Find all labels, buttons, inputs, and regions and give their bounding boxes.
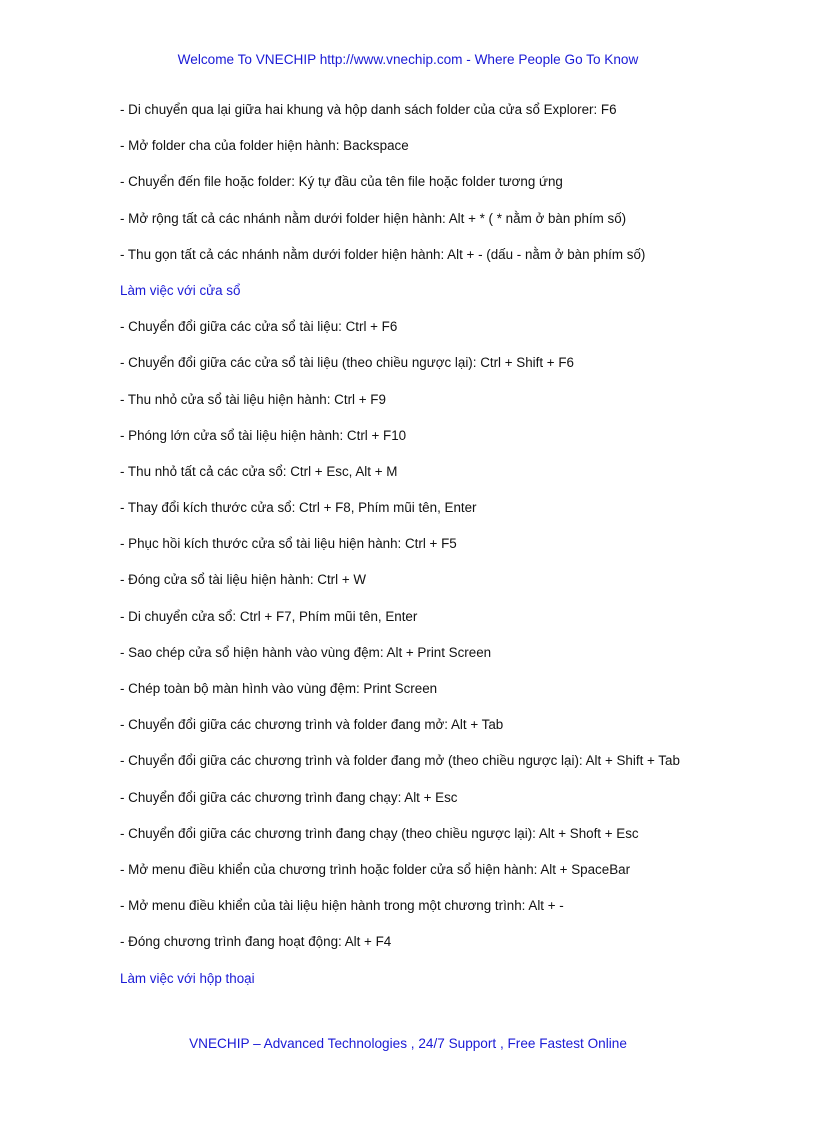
shortcut-item: - Mở menu điều khiển của tài liệu hiện hành trong một chương trình: Alt + -: [120, 898, 564, 914]
shortcut-item: - Chuyển đổi giữa các cửa sổ tài liệu (theo chiều ngược lại): Ctrl + Shift + F6: [120, 355, 574, 371]
shortcut-item: - Thu nhỏ cửa sổ tài liệu hiện hành: Ctrl + F9: [120, 391, 386, 407]
shortcut-item: - Thay đổi kích thước cửa sổ: Ctrl + F8, Phím mũi tên, Enter: [120, 500, 477, 516]
shortcut-item: - Chép toàn bộ màn hình vào vùng đệm: Print Screen: [120, 681, 438, 696]
page-header: Welcome To VNECHIP http://www.vnechip.com - Where People Go To Know: [177, 52, 639, 67]
section-heading-windows: Làm việc với cửa sổ: [120, 282, 241, 298]
shortcut-item: - Chuyển đến file hoặc folder: Ký tự đầu của tên file hoặc folder tương ứng: [120, 174, 563, 190]
shortcut-item: - Mở folder cha của folder hiện hành: Backspace: [120, 138, 409, 154]
shortcut-item: - Chuyển đổi giữa các chương trình đang chạy (theo chiều ngược lại): Alt + Shoft + Esc: [120, 825, 639, 841]
shortcut-item: - Phục hồi kích thước cửa sổ tài liệu hiện hành: Ctrl + F5: [120, 536, 457, 552]
section-heading-dialogs: Làm việc với hộp thoại: [120, 970, 255, 986]
shortcut-item: - Mở menu điều khiển của chương trình hoặc folder cửa sổ hiện hành: Alt + SpaceBar: [120, 861, 631, 877]
shortcut-item: - Thu gọn tất cả các nhánh nằm dưới folder hiện hành: Alt + - (dấu - nằm ở bàn phím số): [120, 246, 646, 262]
shortcut-item: - Mở rộng tất cả các nhánh nằm dưới folder hiện hành: Alt + * ( * nằm ở bàn phím số): [120, 210, 627, 226]
document-body: [120, 101, 800, 1006]
shortcut-item: - Phóng lớn cửa sổ tài liệu hiện hành: Ctrl + F10: [120, 427, 407, 443]
shortcut-item: - Chuyển đổi giữa các chương trình và folder đang mở (theo chiều ngược lại): Alt + Shift + Tab: [120, 753, 680, 769]
shortcut-item: - Chuyển đổi giữa các cửa sổ tài liệu: Ctrl + F6: [120, 319, 398, 335]
shortcut-item: - Đóng chương trình đang hoạt động: Alt + F4: [120, 934, 392, 950]
shortcut-item: - Sao chép cửa sổ hiện hành vào vùng đệm: Alt + Print Screen: [120, 644, 492, 660]
shortcut-item: - Thu nhỏ tất cả các cửa sổ: Ctrl + Esc, Alt + M: [120, 463, 398, 479]
page-footer: VNECHIP – Advanced Technologies , 24/7 Support , Free Fastest Online: [189, 1036, 627, 1051]
shortcut-item: - Đóng cửa sổ tài liệu hiện hành: Ctrl + W: [120, 572, 367, 588]
shortcut-item: - Di chuyển cửa sổ: Ctrl + F7, Phím mũi tên, Enter: [120, 608, 418, 624]
shortcut-item: - Di chuyển qua lại giữa hai khung và hộp danh sách folder của cửa sổ Explorer: F6: [120, 102, 617, 117]
shortcut-item: - Chuyển đổi giữa các chương trình và folder đang mở: Alt + Tab: [120, 717, 504, 733]
shortcut-item: - Chuyển đổi giữa các chương trình đang chạy: Alt + Esc: [120, 789, 458, 805]
